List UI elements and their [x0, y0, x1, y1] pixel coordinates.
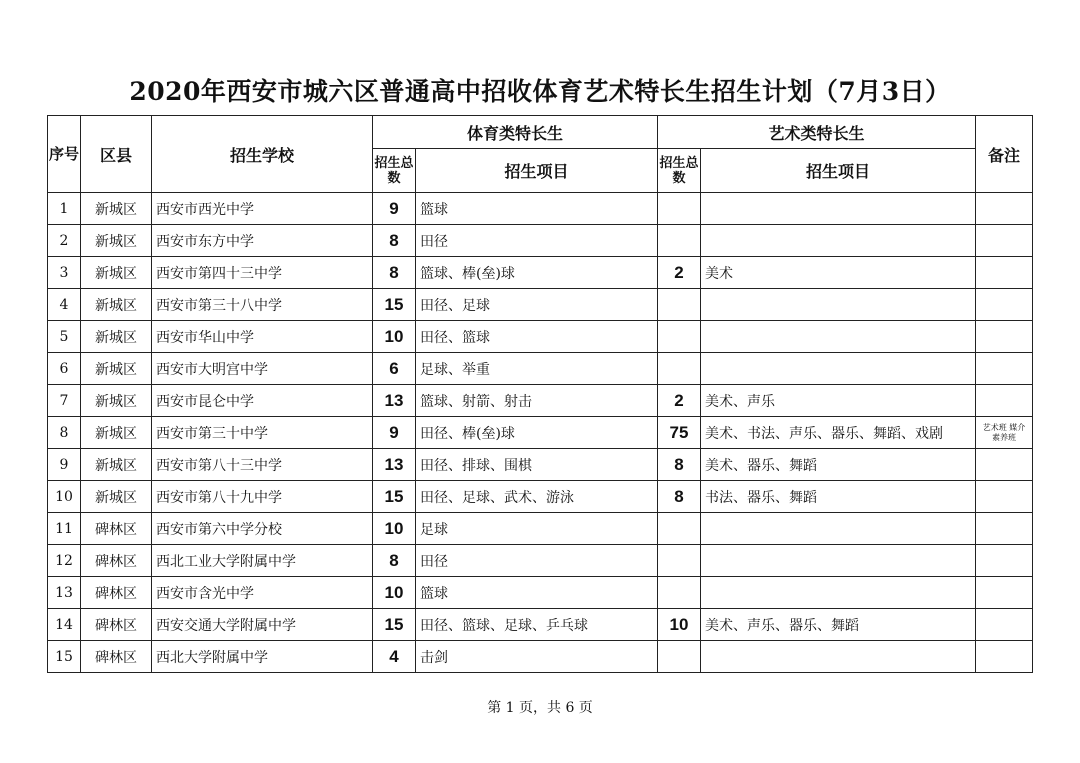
page-footer: 第 1 页，共 6 页: [487, 700, 593, 716]
row-arts-items: [701, 193, 976, 225]
row-seq: 13: [48, 577, 81, 609]
row-school: 西安市大明宫中学: [152, 353, 373, 385]
table-row: [48, 321, 1033, 353]
row-remarks: [976, 577, 1033, 609]
row-school: 西安交通大学附属中学: [152, 609, 373, 641]
row-school: 西安市东方中学: [152, 225, 373, 257]
row-district: 新城区: [81, 417, 152, 449]
row-sports-items: 足球: [416, 513, 658, 545]
row-school: 西安市西光中学: [152, 193, 373, 225]
row-sports-total: 9: [373, 417, 416, 449]
row-sports-total: 8: [373, 545, 416, 577]
row-arts-items: 美术: [701, 257, 976, 289]
row-arts-items: [701, 577, 976, 609]
row-seq: 9: [48, 449, 81, 481]
row-school: 西安市第三十八中学: [152, 289, 373, 321]
row-sports-total: 6: [373, 353, 416, 385]
row-arts-total: 2: [658, 257, 701, 289]
header-arts-items: 招生项目: [701, 149, 976, 193]
row-remarks: [976, 609, 1033, 641]
row-district: 新城区: [81, 353, 152, 385]
row-arts-total: [658, 545, 701, 577]
row-school: 西安市第三十中学: [152, 417, 373, 449]
row-district: 新城区: [81, 321, 152, 353]
row-arts-items: [701, 641, 976, 673]
row-sports-total: 10: [373, 513, 416, 545]
row-arts-total: 10: [658, 609, 701, 641]
table-row: [48, 289, 1033, 321]
row-seq: 14: [48, 609, 81, 641]
row-sports-items: 篮球、棒(垒)球: [416, 257, 658, 289]
table-row: [48, 481, 1033, 513]
row-seq: 8: [48, 417, 81, 449]
row-arts-total: 8: [658, 449, 701, 481]
row-remarks: [976, 257, 1033, 289]
row-school: 西安市第八十九中学: [152, 481, 373, 513]
row-remarks: [976, 193, 1033, 225]
header-arts: 艺术类特长生: [658, 116, 976, 149]
table-row: [48, 545, 1033, 577]
header-sports-total: 招生总数: [373, 149, 416, 193]
enrollment-table: [47, 115, 1033, 673]
row-arts-total: [658, 193, 701, 225]
table-row: [48, 417, 1033, 449]
row-district: 新城区: [81, 225, 152, 257]
row-arts-total: [658, 513, 701, 545]
row-sports-total: 13: [373, 449, 416, 481]
row-arts-items: [701, 353, 976, 385]
table-row: [48, 641, 1033, 673]
row-district: 碑林区: [81, 609, 152, 641]
row-arts-items: [701, 513, 976, 545]
row-remarks: 艺术班 媒介素养班: [976, 417, 1033, 449]
row-district: 新城区: [81, 289, 152, 321]
row-remarks: [976, 321, 1033, 353]
row-sports-total: 8: [373, 225, 416, 257]
table-row: [48, 577, 1033, 609]
row-district: 碑林区: [81, 641, 152, 673]
row-remarks: [976, 385, 1033, 417]
row-sports-items: 击剑: [416, 641, 658, 673]
row-district: 新城区: [81, 449, 152, 481]
row-arts-items: [701, 545, 976, 577]
row-seq: 6: [48, 353, 81, 385]
header-district: 区县: [81, 116, 152, 193]
row-sports-total: 15: [373, 609, 416, 641]
row-arts-items: [701, 289, 976, 321]
row-school: 西北工业大学附属中学: [152, 545, 373, 577]
table-row: [48, 513, 1033, 545]
row-remarks: [976, 353, 1033, 385]
row-school: 西安市第六中学分校: [152, 513, 373, 545]
row-remarks: [976, 449, 1033, 481]
row-school: 西安市含光中学: [152, 577, 373, 609]
row-district: 碑林区: [81, 577, 152, 609]
row-sports-total: 8: [373, 257, 416, 289]
row-remarks: [976, 225, 1033, 257]
row-sports-items: 篮球、射箭、射击: [416, 385, 658, 417]
row-sports-total: 10: [373, 577, 416, 609]
row-sports-items: 田径、排球、围棋: [416, 449, 658, 481]
header-remarks: 备注: [976, 116, 1033, 193]
row-sports-items: 田径、篮球、足球、乒乓球: [416, 609, 658, 641]
row-arts-total: 2: [658, 385, 701, 417]
header-school: 招生学校: [152, 116, 373, 193]
table-row: [48, 385, 1033, 417]
row-arts-total: [658, 353, 701, 385]
row-sports-total: 9: [373, 193, 416, 225]
row-remarks: [976, 289, 1033, 321]
row-seq: 3: [48, 257, 81, 289]
row-sports-items: 田径、足球、武术、游泳: [416, 481, 658, 513]
row-remarks: [976, 513, 1033, 545]
row-arts-items: 美术、器乐、舞蹈: [701, 449, 976, 481]
row-arts-total: [658, 289, 701, 321]
table-row: [48, 193, 1033, 225]
row-district: 新城区: [81, 385, 152, 417]
row-sports-items: 田径、棒(垒)球: [416, 417, 658, 449]
row-school: 西安市华山中学: [152, 321, 373, 353]
header-sports-items: 招生项目: [416, 149, 658, 193]
row-sports-total: 15: [373, 289, 416, 321]
table-row: [48, 225, 1033, 257]
row-arts-items: 美术、声乐: [701, 385, 976, 417]
row-sports-items: 田径: [416, 225, 658, 257]
row-sports-total: 4: [373, 641, 416, 673]
row-arts-items: 美术、书法、声乐、器乐、舞蹈、戏剧: [701, 417, 976, 449]
row-arts-total: 8: [658, 481, 701, 513]
row-sports-total: 10: [373, 321, 416, 353]
row-district: 碑林区: [81, 545, 152, 577]
row-arts-items: [701, 225, 976, 257]
row-sports-items: 田径、篮球: [416, 321, 658, 353]
row-district: 新城区: [81, 193, 152, 225]
row-arts-total: [658, 577, 701, 609]
row-district: 新城区: [81, 481, 152, 513]
header-seq: 序号: [48, 116, 81, 193]
row-seq: 15: [48, 641, 81, 673]
row-sports-items: 篮球: [416, 577, 658, 609]
row-school: 西北大学附属中学: [152, 641, 373, 673]
row-arts-items: [701, 321, 976, 353]
table-row: [48, 609, 1033, 641]
row-district: 碑林区: [81, 513, 152, 545]
row-seq: 5: [48, 321, 81, 353]
row-remarks: [976, 481, 1033, 513]
row-remarks: [976, 641, 1033, 673]
row-arts-items: 书法、器乐、舞蹈: [701, 481, 976, 513]
row-seq: 7: [48, 385, 81, 417]
row-seq: 11: [48, 513, 81, 545]
row-sports-items: 田径、足球: [416, 289, 658, 321]
table-row: [48, 257, 1033, 289]
row-district: 新城区: [81, 257, 152, 289]
row-seq: 10: [48, 481, 81, 513]
row-sports-total: 15: [373, 481, 416, 513]
row-sports-total: 13: [373, 385, 416, 417]
row-seq: 1: [48, 193, 81, 225]
row-seq: 4: [48, 289, 81, 321]
table-row: [48, 353, 1033, 385]
row-remarks: [976, 545, 1033, 577]
document-title: 2020年西安市城六区普通高中招收体育艺术特长生招生计划（7月3日）: [129, 77, 951, 106]
row-school: 西安市昆仑中学: [152, 385, 373, 417]
row-seq: 2: [48, 225, 81, 257]
row-arts-total: [658, 641, 701, 673]
row-arts-total: [658, 225, 701, 257]
row-sports-items: 田径: [416, 545, 658, 577]
row-school: 西安市第四十三中学: [152, 257, 373, 289]
row-seq: 12: [48, 545, 81, 577]
header-arts-total: 招生总数: [658, 149, 701, 193]
row-arts-total: 75: [658, 417, 701, 449]
header-sports: 体育类特长生: [373, 116, 658, 149]
row-school: 西安市第八十三中学: [152, 449, 373, 481]
row-sports-items: 足球、举重: [416, 353, 658, 385]
row-sports-items: 篮球: [416, 193, 658, 225]
row-arts-total: [658, 321, 701, 353]
row-arts-items: 美术、声乐、器乐、舞蹈: [701, 609, 976, 641]
table-row: [48, 449, 1033, 481]
